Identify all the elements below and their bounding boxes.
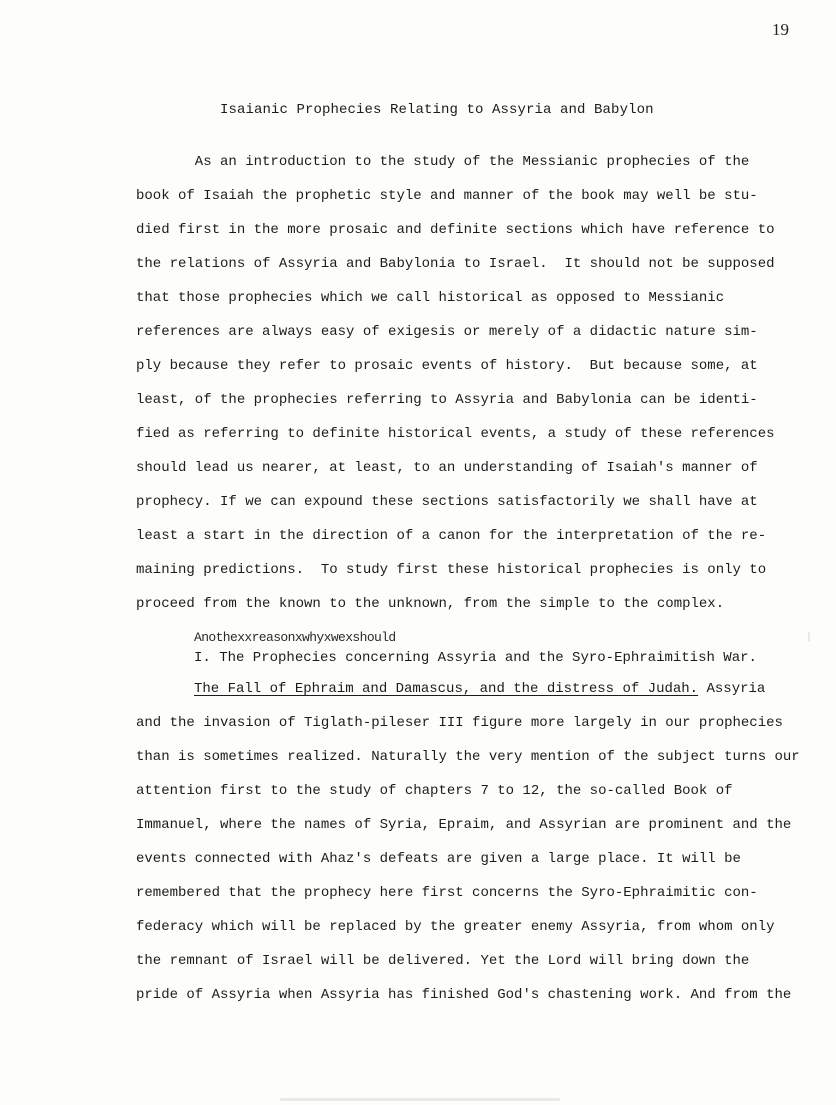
section-line: events connected with Ahaz's defeats are given a large place. It will be	[136, 851, 741, 867]
intro-line: died first in the more prosaic and definite sections which have reference to	[136, 222, 775, 238]
page-number: 19	[772, 20, 789, 39]
section-subheading: The Fall of Ephraim and Damascus, and the distress of Judah.	[194, 681, 699, 697]
scan-mark	[808, 632, 810, 642]
intro-line: As an introduction to the study of the Messianic prophecies of the	[136, 154, 750, 170]
scan-smudge	[280, 1098, 560, 1101]
section-line: Immanuel, where the names of Syria, Epraim, and Assyrian are prominent and the	[136, 817, 792, 833]
intro-line: fied as referring to definite historical events, a study of these references	[136, 426, 775, 442]
page-title: Isaianic Prophecies Relating to Assyria and Babylon	[220, 102, 654, 118]
section-line: the remnant of Israel will be delivered. Yet the Lord will bring down the	[136, 953, 750, 969]
section-line: than is sometimes realized. Naturally the very mention of the subject turns our	[136, 749, 800, 765]
section-line: pride of Assyria when Assyria has finished God's chastening work. And from the	[136, 987, 792, 1003]
section-line: federacy which will be replaced by the greater enemy Assyria, from whom only	[136, 919, 775, 935]
intro-line: should lead us nearer, at least, to an understanding of Isaiah's manner of	[136, 460, 758, 476]
section-heading: I. The Prophecies concerning Assyria and the Syro-Ephraimitish War.	[194, 650, 757, 666]
section-line: and the invasion of Tiglath-pileser III figure more largely in our prophecies	[136, 715, 783, 731]
intro-line: least, of the prophecies referring to Assyria and Babylonia can be identi-	[136, 392, 758, 408]
section-first-line-rest: Assyria	[698, 681, 766, 697]
intro-line: ply because they refer to prosaic events of history. But because some, at	[136, 358, 758, 374]
section-line: attention first to the study of chapters 7 to 12, the so-called Book of	[136, 783, 733, 799]
intro-line: maining predictions. To study first these historical prophecies is only to	[136, 562, 767, 578]
struck-out-line: Anothexxreasonxwhyxwexshould	[194, 630, 396, 645]
section-first-line	[194, 682, 765, 696]
intro-line: proceed from the known to the unknown, from the simple to the complex.	[136, 596, 725, 612]
intro-line: prophecy. If we can expound these sections satisfactorily we shall have at	[136, 494, 758, 510]
intro-line: book of Isaiah the prophetic style and manner of the book may well be stu-	[136, 188, 758, 204]
intro-line: least a start in the direction of a canon for the interpretation of the re-	[136, 528, 767, 544]
intro-line: that those prophecies which we call historical as opposed to Messianic	[136, 290, 725, 306]
intro-line: the relations of Assyria and Babylonia to Israel. It should not be supposed	[136, 256, 775, 272]
intro-line: references are always easy of exigesis or merely of a didactic nature sim-	[136, 324, 758, 340]
section-line: remembered that the prophecy here first concerns the Syro-Ephraimitic con-	[136, 885, 758, 901]
